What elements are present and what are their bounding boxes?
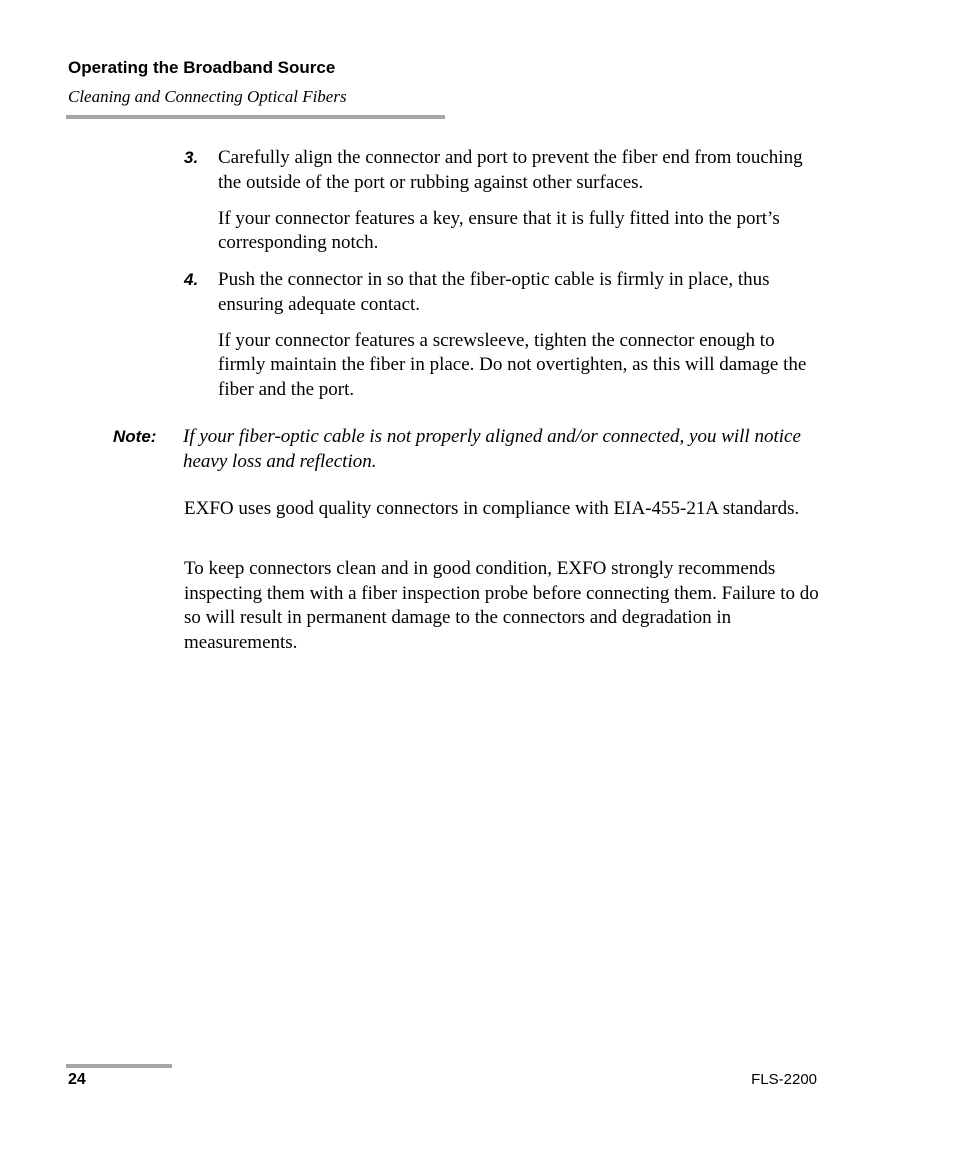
section-title: Operating the Broadband Source	[68, 58, 336, 77]
step-4	[184, 268, 824, 402]
step-number: 3.	[184, 148, 199, 167]
inspection-paragraph: To keep connectors clean and in good condition, EXFO strongly recommends inspecting them with a fiber inspection probe before connecting them. Failure to do so will result in permanent damage to the connectors and degradation in measurements.	[184, 558, 819, 653]
note-text: If your fiber-optic cable is not properly aligned and/or connected, you will notice heavy loss and reflection.	[183, 426, 801, 472]
step-3-paragraph-2: If your connector features a key, ensure that it is fully fitted into the port’s corresponding notch.	[218, 207, 780, 253]
note-label: Note:	[113, 427, 157, 446]
step-4-paragraph-2: If your connector features a screwsleeve, tighten the connector enough to firmly maintain the fiber in place. Do not overtighten, as this will damage the fiber and the port.	[218, 329, 807, 400]
step-number: 4.	[184, 270, 199, 289]
compliance-paragraph: EXFO uses good quality connectors in compliance with EIA-455-21A standards.	[184, 498, 800, 519]
product-name: FLS-2200	[751, 1071, 817, 1088]
note-block	[113, 425, 833, 474]
step-3	[184, 146, 824, 256]
step-4-paragraph-1: Push the connector in so that the fiber-optic cable is firmly in place, thus ensuring adequate contact.	[218, 269, 770, 315]
footer-divider	[66, 1064, 172, 1068]
section-subtitle: Cleaning and Connecting Optical Fibers	[68, 87, 347, 106]
header-divider	[66, 115, 445, 119]
step-3-paragraph-1: Carefully align the connector and port to prevent the fiber end from touching the outside of the port or rubbing against other surfaces.	[218, 147, 803, 193]
page-number: 24	[68, 1071, 86, 1088]
